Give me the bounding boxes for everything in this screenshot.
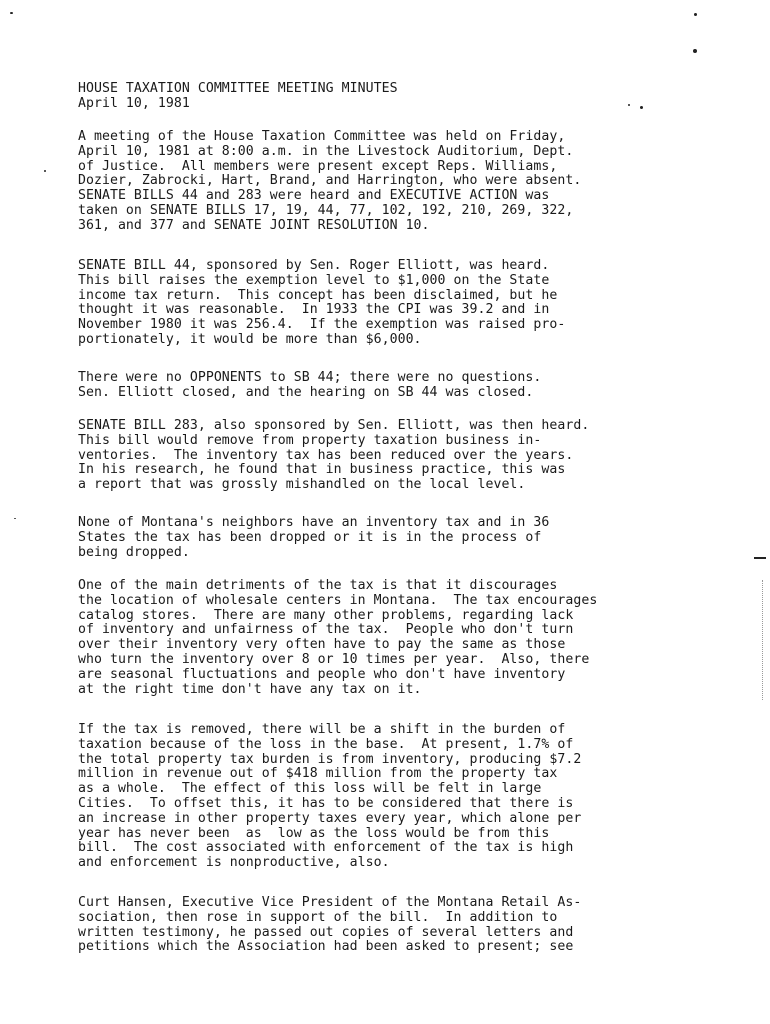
text-line: This bill raises the exemption level to $1,000 on the State xyxy=(78,272,550,288)
text-line: over their inventory very often have to pay the same as those xyxy=(78,637,566,653)
text-line: taxation because of the loss in the base. At present, 1.7% of xyxy=(78,736,574,752)
text-line: If the tax is removed, there will be a shift in the burden of xyxy=(78,722,566,737)
text-line: a report that was grossly mishandled on the local level. xyxy=(78,477,526,493)
text-line: catalog stores. There are many other problems, regarding lack xyxy=(78,607,574,623)
text-line: SENATE BILL 283, also sponsored by Sen. Elliott, was then heard. xyxy=(78,418,590,433)
text-line: SENATE BILLS 44 and 283 were heard and EXECUTIVE ACTION was xyxy=(78,188,550,204)
text-line: of inventory and unfairness of the tax. People who don't turn xyxy=(78,622,574,638)
scan-speck xyxy=(693,49,697,53)
text-line: Sen. Elliott closed, and the hearing on SB 44 was closed. xyxy=(78,384,534,400)
document-date: April 10, 1981 xyxy=(78,95,190,111)
text-line: April 10, 1981 at 8:00 a.m. in the Livestock Auditorium, Dept. xyxy=(78,143,574,159)
text-line: thought it was reasonable. In 1933 the CPI was 39.2 and in xyxy=(78,302,550,318)
scan-speck xyxy=(10,12,13,14)
paragraph-sb44-hearing xyxy=(78,259,758,348)
text-line: Curt Hansen, Executive Vice President of the Montana Retail As- xyxy=(78,895,582,910)
paragraph-sb44-close xyxy=(78,371,758,401)
text-line: written testimony, he passed out copies of several letters and xyxy=(78,924,574,940)
text-line: and enforcement is nonproductive, also. xyxy=(78,855,390,871)
text-line: States the tax has been dropped or it is in the process of xyxy=(78,529,542,545)
document-title: HOUSE TAXATION COMMITTEE MEETING MINUTES xyxy=(78,81,398,96)
text-line: year has never been as low as the loss would be from this xyxy=(78,825,550,841)
text-line: income tax return. This concept has been disclaimed, but he xyxy=(78,287,558,303)
text-line: This bill would remove from property taxation business in- xyxy=(78,432,542,448)
text-line: taken on SENATE BILLS 17, 19, 44, 77, 102, 192, 210, 269, 322, xyxy=(78,202,574,218)
text-line: as a whole. The effect of this loss will be felt in large xyxy=(78,781,542,797)
text-line: are seasonal fluctuations and people who don't have inventory xyxy=(78,666,566,682)
text-line: There were no OPPONENTS to SB 44; there were no questions. xyxy=(78,370,542,385)
text-line: None of Montana's neighbors have an inventory tax and in 36 xyxy=(78,515,550,530)
text-line: Dozier, Zabrocki, Hart, Brand, and Harrington, who were absent. xyxy=(78,173,582,189)
text-line: November 1980 it was 256.4. If the exemption was raised pro- xyxy=(78,317,566,333)
scan-speck xyxy=(44,170,46,172)
text-line: In his research, he found that in business practice, this was xyxy=(78,462,566,478)
paragraph-neighbors xyxy=(78,516,758,560)
text-line: petitions which the Association had been asked to present; see xyxy=(78,939,574,955)
scan-speck xyxy=(14,518,16,519)
text-line: ventories. The inventory tax has been reduced over the years. xyxy=(78,447,574,463)
text-line: A meeting of the House Taxation Committee was held on Friday, xyxy=(78,129,566,144)
text-line: 361, and 377 and SENATE JOINT RESOLUTION 10. xyxy=(78,217,430,233)
scan-speck xyxy=(694,13,697,16)
paragraph-detriments xyxy=(78,579,758,697)
text-line: at the right time don't have any tax on it. xyxy=(78,681,422,697)
paragraph-tax-shift xyxy=(78,723,758,871)
text-line: sociation, then rose in support of the bill. In addition to xyxy=(78,909,558,925)
document-header xyxy=(78,82,758,112)
text-line: bill. The cost associated with enforcement of the tax is high xyxy=(78,840,574,856)
paragraph-curt-hansen xyxy=(78,896,758,955)
text-line: SENATE BILL 44, sponsored by Sen. Roger Elliott, was heard. xyxy=(78,258,550,273)
scan-edge-dots xyxy=(762,580,764,700)
text-line: the location of wholesale centers in Montana. The tax encourages xyxy=(78,592,598,608)
paragraph-sb283-hearing xyxy=(78,419,758,493)
text-line: Cities. To offset this, it has to be considered that there is xyxy=(78,795,574,811)
text-line: who turn the inventory over 8 or 10 times per year. Also, there xyxy=(78,651,590,667)
text-line: One of the main detriments of the tax is that it discourages xyxy=(78,578,558,593)
text-line: an increase in other property taxes every year, which alone per xyxy=(78,810,582,826)
text-line: the total property tax burden is from inventory, producing $7.2 xyxy=(78,751,582,767)
text-line: million in revenue out of $418 million from the property tax xyxy=(78,766,558,782)
text-line: portionately, it would be more than $6,000. xyxy=(78,331,422,347)
text-line: of Justice. All members were present except Reps. Williams, xyxy=(78,158,558,174)
text-line: being dropped. xyxy=(78,544,190,560)
paragraph-meeting-summary xyxy=(78,130,758,234)
